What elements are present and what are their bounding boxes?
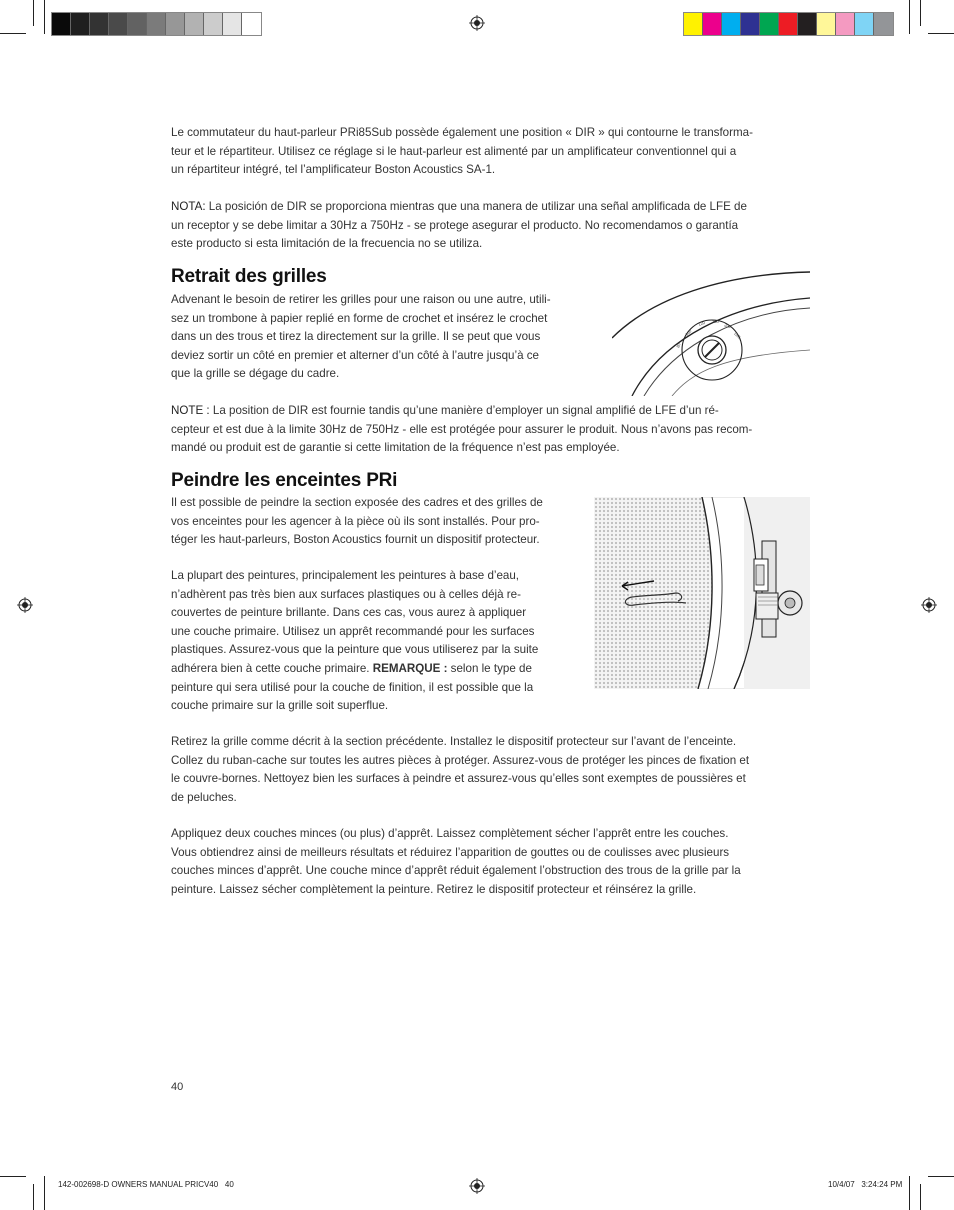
gray-swatch	[90, 13, 109, 35]
nota-label: NOTA:	[171, 200, 206, 213]
peindre-paragraph-2: La plupart des peintures, principalement les peintures à base d’eau, n’adhèrent pas très bien aux surfaces plastiques ou à celles déjà re- couvertes de peinture brillante. Dans ces cas, vous aurez à appliquer une couche primaire. Utilisez un apprêt recommandé pour les surfaces plastiques. Assurez-vous que la peinture que vous utiliserez par la suite adhérera bien à cette couche primaire. REMARQUE : selon le type de peinture qui sera utilisé pour la couche de finition, il est possible que la couche primaire sur la grille soit superflue.	[171, 569, 539, 713]
svg-text:80: 80	[675, 342, 682, 349]
retrait-paragraph: Advenant le besoin de retirer les grilles pour une raison ou une autre, utili- sez un trombone à papier replié en forme de crochet et insérez le crochet dans un des trous et tirez la directement sur la grille. Il se peut que vous deviez sortir un côté en premier et alterner d’un côté à l’autre jusqu’à ce que la grille se dégage du cadre.	[171, 293, 551, 381]
color-swatch	[779, 13, 798, 35]
peindre-paragraph-1: Il est possible de peindre la section exposée des cadres et des grilles de vos enceintes pour les agencer à la pièce où ils sont installés. Pour pro- téger les haut-parleurs, Boston Acoustics fournit un dispositif protecteur.	[171, 496, 543, 547]
color-swatch	[741, 13, 760, 35]
grayscale-color-bar	[51, 12, 262, 36]
color-swatch	[817, 13, 836, 35]
gray-swatch	[223, 13, 242, 35]
gray-swatch	[147, 13, 166, 35]
registration-mark-right	[921, 597, 937, 613]
color-swatch	[798, 13, 817, 35]
section-heading-retrait: Retrait des grilles	[171, 266, 327, 287]
color-swatch	[684, 13, 703, 35]
svg-text:100: 100	[684, 328, 693, 337]
remarque-label: REMARQUE :	[372, 661, 448, 675]
gray-swatch	[52, 13, 71, 35]
color-swatch	[760, 13, 779, 35]
peindre-paragraph-4: Appliquez deux couches minces (ou plus) d’apprêt. Laissez complètement sécher l’apprêt entre les couches. Vous obtiendrez ainsi de meilleurs résultats et réduirez l’apparition de gouttes ou de coulisses avec plusieurs couches minces d’apprêt. Une couche mince d’apprêt réduit également l’obstruction des trous de la grille par la peinture. Laissez sécher complètement la peinture. Retirez le dispositif protecteur et réinsérez la grille.	[171, 827, 741, 896]
page-number: 40	[171, 1081, 184, 1093]
gray-swatch	[204, 13, 223, 35]
color-swatch	[836, 13, 855, 35]
svg-text:DIR: DIR	[733, 331, 742, 340]
footer-job-info: 142-002698-D OWNERS MANUAL PRICV40 40	[58, 1180, 234, 1189]
registration-mark-bottom	[469, 1178, 485, 1194]
svg-text:150: 150	[712, 319, 719, 324]
process-color-bar	[683, 12, 894, 36]
gray-swatch	[242, 13, 261, 35]
registration-mark-top	[469, 15, 485, 31]
speaker-switch-illustration	[612, 268, 810, 396]
registration-mark-left	[17, 597, 33, 613]
gray-swatch	[185, 13, 204, 35]
intro-paragraph: Le commutateur du haut-parleur PRi85Sub possède également une position « DIR » qui contourne le transforma- teur et le répartiteur. Utilisez ce réglage si le haut-parleur est alimenté par un amplificateur conventionnel qui a un répartiteur intégré, tel l’amplificateur Boston Acoustics SA-1.	[171, 126, 753, 177]
color-swatch	[855, 13, 874, 35]
note-paragraph: NOTE : La position de DIR est fournie tandis qu’une manière d’employer un signal amplifié de LFE d’un ré- cepteur et est due à la limite 30Hz de 750Hz - elle est protégée pour assurer le produit. Nous n’avons pas recom- mandé ou produit est de garantie si cette limitation de la fréquence n’est pas employée.	[171, 404, 753, 455]
footer-timestamp: 10/4/07 3:24:24 PM	[828, 1180, 903, 1189]
color-swatch	[874, 13, 893, 35]
svg-text:200: 200	[723, 322, 732, 330]
color-swatch	[722, 13, 741, 35]
svg-text:120: 120	[697, 319, 706, 327]
peindre-paragraph-3: Retirez la grille comme décrit à la section précédente. Installez le dispositif protecteur sur l’avant de l’enceinte. Collez du ruban-cache sur toutes les autres pièces à protéger. Assurez-vous de protéger les pinces de fixation et le couvre-bornes. Nettoyez bien les surfaces à peindre et assurez-vous qu’elles sont exemptes de poussières et de peluches.	[171, 735, 750, 804]
section-heading-peindre: Peindre les enceintes PRi	[171, 470, 398, 491]
nota-paragraph: NOTA: La posición de DIR se proporciona mientras que una manera de utilizar una señal amplificada de LFE de un receptor y se debe limitar a 30Hz a 750Hz - se protege asegurar el producto. No recomendamos o garantía este producto si esta limitación de la frecuencia no se utiliza.	[171, 200, 747, 251]
note-label: NOTE :	[171, 404, 210, 417]
gray-swatch	[109, 13, 128, 35]
gray-swatch	[166, 13, 185, 35]
grille-removal-illustration	[594, 497, 810, 689]
gray-swatch	[71, 13, 90, 35]
gray-swatch	[128, 13, 147, 35]
color-swatch	[703, 13, 722, 35]
